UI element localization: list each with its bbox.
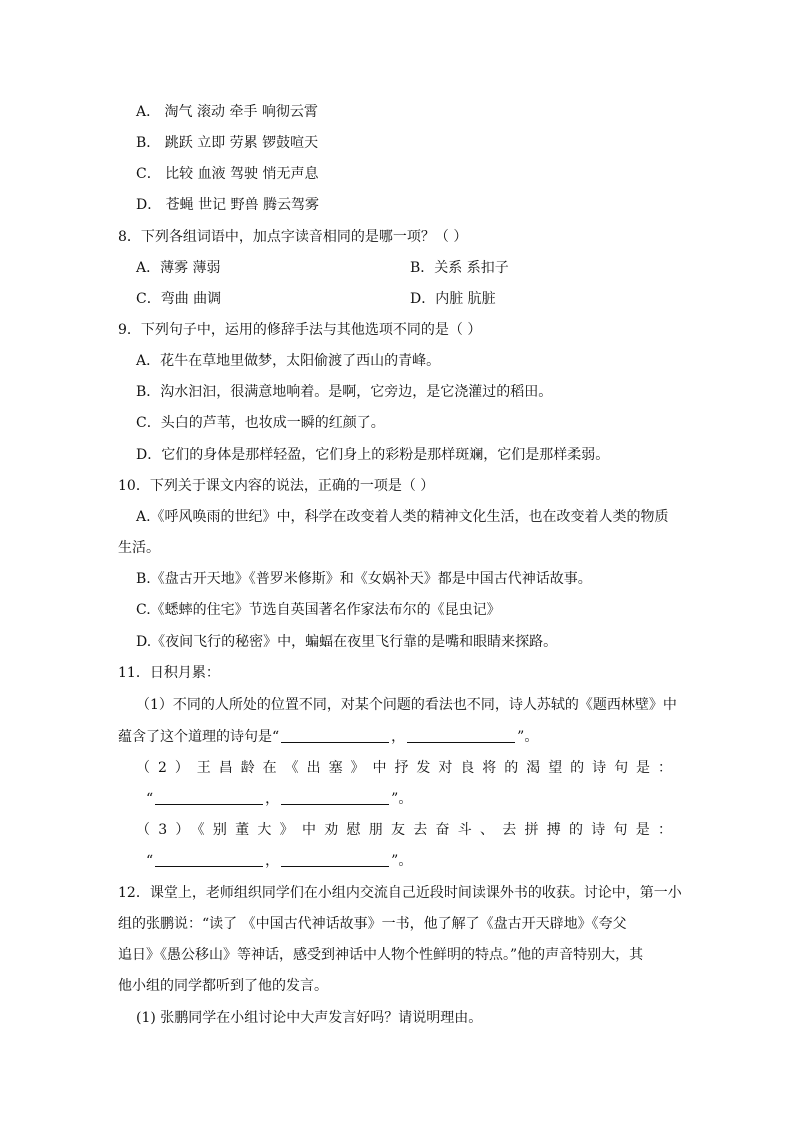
answer-blank[interactable] (281, 728, 389, 743)
q11-part2-line1: （2）王昌龄在《出塞》中抒发对良将的渴望的诗句是： (136, 760, 672, 776)
comma: ， (265, 791, 280, 807)
q8-option-a: A．薄雾 薄弱 (136, 260, 221, 276)
answer-blank[interactable] (155, 790, 263, 805)
q11-part3-line1: （3）《别董大》中劝慰朋友去奋斗、去拼搏的诗句是： (136, 822, 672, 838)
q10-option-c: C.《蟋蟀的住宅》节选自英国著名作家法布尔的《昆虫记》 (136, 602, 501, 618)
q10-option-a-line1: A.《呼风唤雨的世纪》中，科学在改变着人类的精神文化生活，也在改变着人类的物质 (136, 509, 669, 525)
q11-part1-line1: （1）不同的人所处的位置不同，对某个问题的看法也不同，诗人苏轼的《题西林壁》中 (136, 697, 677, 713)
answer-blank[interactable] (281, 852, 389, 867)
open-quote: “ (146, 853, 154, 869)
q11-part3-line2 (146, 851, 412, 871)
q9-option-c: C．头白的芦苇，也妆成一瞬的红颜了。 (136, 415, 385, 431)
q11-part1-line2 (118, 727, 538, 747)
close-quote: ”。 (517, 729, 539, 745)
answer-blank[interactable] (155, 852, 263, 867)
q8-option-c: C．弯曲 曲调 (136, 291, 222, 307)
q7-option-b: B． 跳跃 立即 劳累 锣鼓喧天 (136, 135, 319, 151)
answer-blank[interactable] (281, 790, 389, 805)
q10-option-a-line2: 生活。 (118, 540, 160, 556)
q9-option-d: D．它们的身体是那样轻盈，它们身上的彩粉是那样斑斓，它们是那样柔弱。 (136, 447, 610, 463)
q9-option-a: A．花牛在草地里做梦，太阳偷渡了西山的青峰。 (136, 353, 441, 369)
q7-option-a: A． 淘气 滚动 牵手 响彻云霄 (136, 104, 318, 120)
q11-part2-line2 (146, 789, 412, 809)
q11-part1-prompt: 蕴含了这个道理的诗句是“ (118, 729, 280, 745)
q8-option-d: D．内脏 肮脏 (410, 291, 496, 307)
q10-option-b: B.《盘古开天地》《普罗米修斯》和《女娲补天》都是中国古代神话故事。 (136, 571, 592, 587)
comma: ， (391, 729, 406, 745)
q10-stem: 10．下列关于课文内容的说法，正确的一项是（ ） (118, 478, 435, 494)
q12-line2: 组的张鹏说：“读了 《中国古代神话故事》一书，他了解了《盘古开天辟地》《夸父 (118, 916, 627, 932)
q9-option-b: B．沟水汩汩，很满意地响着。是啊，它旁边，是它浇灌过的稻田。 (136, 384, 553, 400)
q7-option-d: D． 苍蝇 世记 野兽 腾云驾雾 (136, 197, 320, 213)
q9-stem: 9．下列句子中，运用的修辞手法与其他选项不同的是（ ） (118, 322, 482, 338)
q12-line3: 追日》《愚公移山》等神话，感受到神话中人物个性鲜明的特点。”他的声音特别大，其 (118, 947, 644, 963)
q12-subquestion-1: (1) 张鹏同学在小组讨论中大声发言好吗？请说明理由。 (136, 1010, 483, 1026)
q10-option-d: D.《夜间飞行的秘密》中，蝙蝠在夜里飞行靠的是嘴和眼睛来探路。 (136, 634, 558, 650)
q12-line4: 他小组的同学都听到了他的发言。 (118, 978, 328, 994)
q12-line1: 12．课堂上，老师组织同学们在小组内交流自己近段时间读课外书的收获。讨论中，第一小 (118, 885, 682, 901)
q8-option-b: B．关系 系扣子 (410, 260, 509, 276)
comma: ， (265, 853, 280, 869)
close-quote: ”。 (391, 791, 413, 807)
open-quote: “ (146, 791, 154, 807)
close-quote: ”。 (391, 853, 413, 869)
q11-stem: 11．日积月累： (118, 665, 220, 681)
q8-stem: 8．下列各组词语中，加点字读音相同的是哪一项？（ ） (118, 229, 468, 245)
answer-blank[interactable] (407, 728, 515, 743)
q7-option-c: C． 比较 血液 驾驶 悄无声息 (136, 166, 319, 182)
